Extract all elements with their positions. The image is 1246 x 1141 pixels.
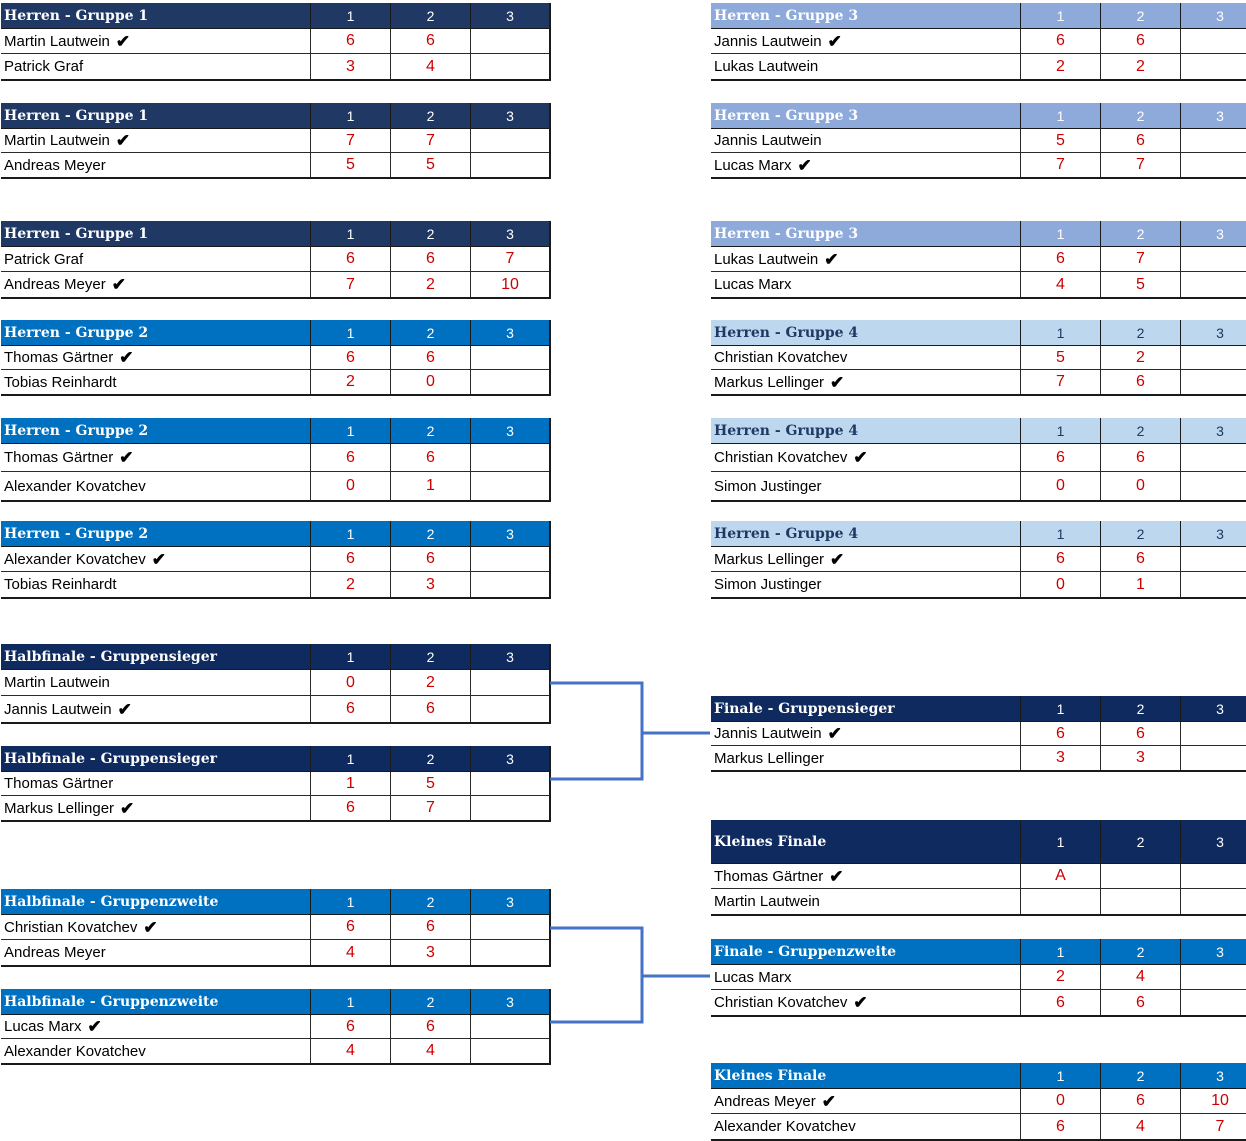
set-header: 3 xyxy=(1180,1063,1246,1088)
set-header: 2 xyxy=(1100,103,1180,128)
set-header: 3 xyxy=(470,889,549,914)
set-score: 4 xyxy=(1100,965,1180,989)
player-name: Christian Kovatchev xyxy=(4,918,138,936)
set-header: 3 xyxy=(470,521,549,546)
set-header: 3 xyxy=(470,746,549,771)
set-score: 10 xyxy=(470,272,549,297)
set-header: 3 xyxy=(1180,939,1246,964)
set-score: 6 xyxy=(310,915,390,939)
set-header: 3 xyxy=(470,644,549,669)
player-name: Alexander Kovatchev xyxy=(4,477,146,495)
set-score: 4 xyxy=(390,1039,470,1063)
set-score: 6 xyxy=(1100,370,1180,394)
set-header: 2 xyxy=(390,989,470,1014)
set-score: 6 xyxy=(1100,29,1180,53)
set-score: 6 xyxy=(390,915,470,939)
player-name: Lucas Marx xyxy=(714,968,792,986)
set-header: 2 xyxy=(390,418,470,443)
set-score: 0 xyxy=(310,472,390,500)
player-name: Jannis Lautwein xyxy=(714,725,822,742)
set-score: 7 xyxy=(310,272,390,297)
set-header: 1 xyxy=(1020,221,1100,246)
set-score: 7 xyxy=(390,796,470,820)
set-header: 1 xyxy=(310,889,390,914)
checkmark-icon: ✔ xyxy=(115,131,131,150)
set-header: 3 xyxy=(1180,696,1246,721)
player-name: Andreas Meyer xyxy=(4,944,106,961)
checkmark-icon: ✔ xyxy=(117,699,132,719)
player-name: Thomas Gärtner xyxy=(4,775,114,792)
set-header: 2 xyxy=(390,746,470,771)
player-name: Alexander Kovatchev xyxy=(714,1118,856,1135)
match-title: Halbfinale - Gruppensieger xyxy=(4,648,217,665)
checkmark-icon: ✔ xyxy=(119,448,134,467)
set-header: 3 xyxy=(470,221,549,246)
set-header: 2 xyxy=(1100,320,1180,345)
match-title: Herren - Gruppe 3 xyxy=(714,225,859,242)
match-title: Finale - Gruppensieger xyxy=(714,700,895,717)
set-score: 0 xyxy=(1020,572,1100,597)
player-name: Jannis Lautwein xyxy=(4,700,112,718)
set-score: 6 xyxy=(390,1015,470,1038)
checkmark-icon: ✔ xyxy=(120,798,135,818)
set-score: 0 xyxy=(1020,472,1100,500)
checkmark-icon: ✔ xyxy=(824,249,839,269)
set-score: 6 xyxy=(1020,29,1100,53)
set-header: 1 xyxy=(1020,418,1100,443)
set-header: 2 xyxy=(1100,696,1180,721)
player-name: Jannis Lautwein xyxy=(714,32,822,50)
set-score: 6 xyxy=(310,547,390,571)
player-name: Andreas Meyer xyxy=(714,1092,816,1110)
player-name: Alexander Kovatchev xyxy=(4,1042,146,1060)
player-name: Martin Lautwein xyxy=(4,674,110,691)
checkmark-icon: ✔ xyxy=(827,724,842,743)
set-score: 6 xyxy=(310,346,390,369)
player-name: Andreas Meyer xyxy=(4,156,106,174)
set-score: 6 xyxy=(1020,1114,1100,1139)
player-name: Thomas Gärtner xyxy=(4,349,114,366)
match-title: Herren - Gruppe 1 xyxy=(4,107,149,124)
set-header: 2 xyxy=(390,3,470,28)
set-score: 2 xyxy=(1100,346,1180,369)
set-score: 3 xyxy=(390,940,470,965)
set-score: 2 xyxy=(390,670,470,695)
set-score: 6 xyxy=(1020,444,1100,471)
match-title: Herren - Gruppe 3 xyxy=(714,107,859,124)
set-score: 2 xyxy=(1100,54,1180,79)
match-title: Herren - Gruppe 3 xyxy=(714,7,859,24)
set-score: 0 xyxy=(1020,1089,1100,1113)
player-name: Lucas Marx xyxy=(714,156,792,174)
checkmark-icon: ✔ xyxy=(151,549,167,569)
set-header: 1 xyxy=(310,418,390,443)
set-score: 5 xyxy=(390,772,470,795)
player-name: Simon Justinger xyxy=(714,576,822,593)
set-score: 2 xyxy=(1020,54,1100,79)
set-score: 6 xyxy=(390,29,470,53)
set-score: 1 xyxy=(390,472,470,500)
set-score: 6 xyxy=(310,247,390,271)
player-name: Martin Lautwein xyxy=(714,893,820,910)
player-name: Tobias Reinhardt xyxy=(4,576,117,593)
player-name: Markus Lellinger xyxy=(4,799,115,817)
set-score: 3 xyxy=(1100,746,1180,770)
set-header: 3 xyxy=(1180,103,1246,128)
set-score: 0 xyxy=(1100,472,1180,500)
player-name: Christian Kovatchev xyxy=(714,994,848,1011)
set-score: 5 xyxy=(390,153,470,177)
set-header: 2 xyxy=(390,521,470,546)
set-header: 1 xyxy=(1020,1063,1100,1088)
match-title: Herren - Gruppe 2 xyxy=(4,422,149,439)
set-score: 0 xyxy=(390,370,470,394)
bracket-line-gruppensieger xyxy=(550,683,642,779)
set-header: 1 xyxy=(1020,521,1100,546)
match-title: Finale - Gruppenzweite xyxy=(714,943,897,960)
set-score: 6 xyxy=(1020,990,1100,1015)
set-score: 6 xyxy=(1100,444,1180,471)
set-score: 6 xyxy=(310,444,390,471)
set-header: 1 xyxy=(310,521,390,546)
set-score: 6 xyxy=(310,29,390,53)
set-score: 7 xyxy=(1100,247,1180,271)
match-title: Halbfinale - Gruppensieger xyxy=(4,750,217,767)
set-header: 1 xyxy=(1020,939,1100,964)
set-header: 2 xyxy=(390,103,470,128)
set-score: 7 xyxy=(310,129,390,152)
match-title: Herren - Gruppe 1 xyxy=(4,7,149,24)
match-title: Herren - Gruppe 4 xyxy=(714,422,859,439)
player-name: Simon Justinger xyxy=(714,477,822,495)
set-header: 3 xyxy=(470,3,549,28)
match-title: Herren - Gruppe 2 xyxy=(4,525,149,542)
match-title: Herren - Gruppe 2 xyxy=(4,324,149,341)
set-score: 6 xyxy=(1020,547,1100,571)
checkmark-icon: ✔ xyxy=(830,549,845,569)
set-score: 2 xyxy=(310,370,390,394)
player-name: Lukas Lautwein xyxy=(714,58,819,75)
checkmark-icon: ✔ xyxy=(821,1091,836,1111)
set-header: 1 xyxy=(310,644,390,669)
set-header: 1 xyxy=(310,3,390,28)
set-score: 6 xyxy=(310,796,390,820)
player-name: Alexander Kovatchev xyxy=(4,550,146,568)
player-name: Markus Lellinger xyxy=(714,749,825,767)
set-score: 1 xyxy=(1100,572,1180,597)
set-header: 1 xyxy=(1020,3,1100,28)
player-name: Martin Lautwein xyxy=(4,132,110,149)
set-header: 2 xyxy=(390,320,470,345)
checkmark-icon: ✔ xyxy=(827,31,842,51)
player-name: Markus Lellinger xyxy=(714,373,825,391)
set-score: 6 xyxy=(310,1015,390,1038)
set-header: 2 xyxy=(1100,221,1180,246)
set-score: 10 xyxy=(1180,1089,1246,1113)
set-header: 3 xyxy=(1180,418,1246,443)
player-name: Christian Kovatchev xyxy=(714,449,848,466)
set-score: 2 xyxy=(310,572,390,597)
set-header: 3 xyxy=(470,989,549,1014)
set-score: 6 xyxy=(390,547,470,571)
set-score: A xyxy=(1020,864,1100,888)
set-header: 2 xyxy=(1100,939,1180,964)
player-name: Christian Kovatchev xyxy=(714,349,848,366)
match-title: Halbfinale - Gruppenzweite xyxy=(4,893,219,910)
set-header: 1 xyxy=(1020,696,1100,721)
player-name: Thomas Gärtner xyxy=(714,867,824,885)
player-name: Martin Lautwein xyxy=(4,32,110,50)
set-header: 1 xyxy=(310,746,390,771)
set-score: 4 xyxy=(390,54,470,79)
set-score: 6 xyxy=(1100,1089,1180,1113)
set-header: 2 xyxy=(390,221,470,246)
set-header: 3 xyxy=(470,320,549,345)
player-name: Andreas Meyer xyxy=(4,276,106,293)
set-score: 6 xyxy=(390,247,470,271)
set-header: 3 xyxy=(1180,820,1246,863)
player-name: Markus Lellinger xyxy=(714,550,825,568)
set-header: 3 xyxy=(1180,221,1246,246)
set-score: 4 xyxy=(1020,272,1100,297)
player-name: Thomas Gärtner xyxy=(4,449,114,466)
checkmark-icon: ✔ xyxy=(853,993,868,1012)
set-score: 5 xyxy=(1020,346,1100,369)
set-header: 2 xyxy=(1100,418,1180,443)
match-title: Herren - Gruppe 4 xyxy=(714,324,859,341)
set-score: 4 xyxy=(310,940,390,965)
set-header: 1 xyxy=(1020,103,1100,128)
set-score: 6 xyxy=(1100,129,1180,152)
checkmark-icon: ✔ xyxy=(853,448,868,467)
player-name: Patrick Graf xyxy=(4,250,84,268)
set-score: 7 xyxy=(1100,153,1180,177)
checkmark-icon: ✔ xyxy=(829,866,844,886)
set-score: 1 xyxy=(310,772,390,795)
set-header: 2 xyxy=(1100,3,1180,28)
set-header: 2 xyxy=(1100,1063,1180,1088)
match-title: Herren - Gruppe 4 xyxy=(714,525,859,542)
set-score: 6 xyxy=(310,696,390,722)
set-score: 7 xyxy=(1020,370,1100,394)
checkmark-icon: ✔ xyxy=(115,31,131,51)
set-header: 3 xyxy=(470,418,549,443)
player-name: Lukas Lautwein xyxy=(714,250,819,268)
set-header: 3 xyxy=(1180,3,1246,28)
set-header: 2 xyxy=(1100,820,1180,863)
match-title: Herren - Gruppe 1 xyxy=(4,225,149,242)
set-score: 7 xyxy=(470,247,549,271)
set-score: 6 xyxy=(1020,247,1100,271)
set-header: 3 xyxy=(470,103,549,128)
player-name: Lucas Marx xyxy=(4,1018,82,1035)
set-score: 2 xyxy=(1020,965,1100,989)
set-score: 7 xyxy=(390,129,470,152)
checkmark-icon: ✔ xyxy=(830,372,845,392)
set-score: 4 xyxy=(1100,1114,1180,1139)
set-score: 4 xyxy=(310,1039,390,1063)
match-title: Kleines Finale xyxy=(714,1067,827,1084)
checkmark-icon: ✔ xyxy=(143,917,158,937)
set-score: 3 xyxy=(390,572,470,597)
set-score: 5 xyxy=(1020,129,1100,152)
set-header: 1 xyxy=(1020,820,1100,863)
set-score: 6 xyxy=(1100,990,1180,1015)
set-score: 5 xyxy=(310,153,390,177)
set-header: 1 xyxy=(1020,320,1100,345)
set-score: 7 xyxy=(1020,153,1100,177)
set-header: 2 xyxy=(1100,521,1180,546)
set-score: 6 xyxy=(390,696,470,722)
set-header: 1 xyxy=(310,221,390,246)
checkmark-icon: ✔ xyxy=(119,348,134,367)
set-score: 3 xyxy=(1020,746,1100,770)
player-name: Jannis Lautwein xyxy=(714,132,822,149)
set-header: 2 xyxy=(390,889,470,914)
match-title: Kleines Finale xyxy=(714,833,827,850)
set-header: 3 xyxy=(1180,320,1246,345)
set-score: 6 xyxy=(390,346,470,369)
player-name: Lucas Marx xyxy=(714,276,792,293)
set-score: 2 xyxy=(390,272,470,297)
checkmark-icon: ✔ xyxy=(87,1017,102,1036)
set-score: 7 xyxy=(1180,1114,1246,1139)
set-score: 5 xyxy=(1100,272,1180,297)
set-score: 3 xyxy=(310,54,390,79)
bracket-line-gruppenzweite xyxy=(550,928,642,1022)
set-score: 0 xyxy=(310,670,390,695)
checkmark-icon: ✔ xyxy=(111,275,126,294)
set-header: 1 xyxy=(310,320,390,345)
set-header: 2 xyxy=(390,644,470,669)
player-name: Tobias Reinhardt xyxy=(4,373,117,391)
set-score: 6 xyxy=(1100,722,1180,745)
match-title: Halbfinale - Gruppenzweite xyxy=(4,993,219,1010)
player-name: Patrick Graf xyxy=(4,58,84,75)
set-score: 6 xyxy=(1020,722,1100,745)
set-header: 1 xyxy=(310,103,390,128)
set-header: 1 xyxy=(310,989,390,1014)
set-header: 3 xyxy=(1180,521,1246,546)
set-score: 6 xyxy=(390,444,470,471)
checkmark-icon: ✔ xyxy=(797,155,812,175)
set-score: 6 xyxy=(1100,547,1180,571)
